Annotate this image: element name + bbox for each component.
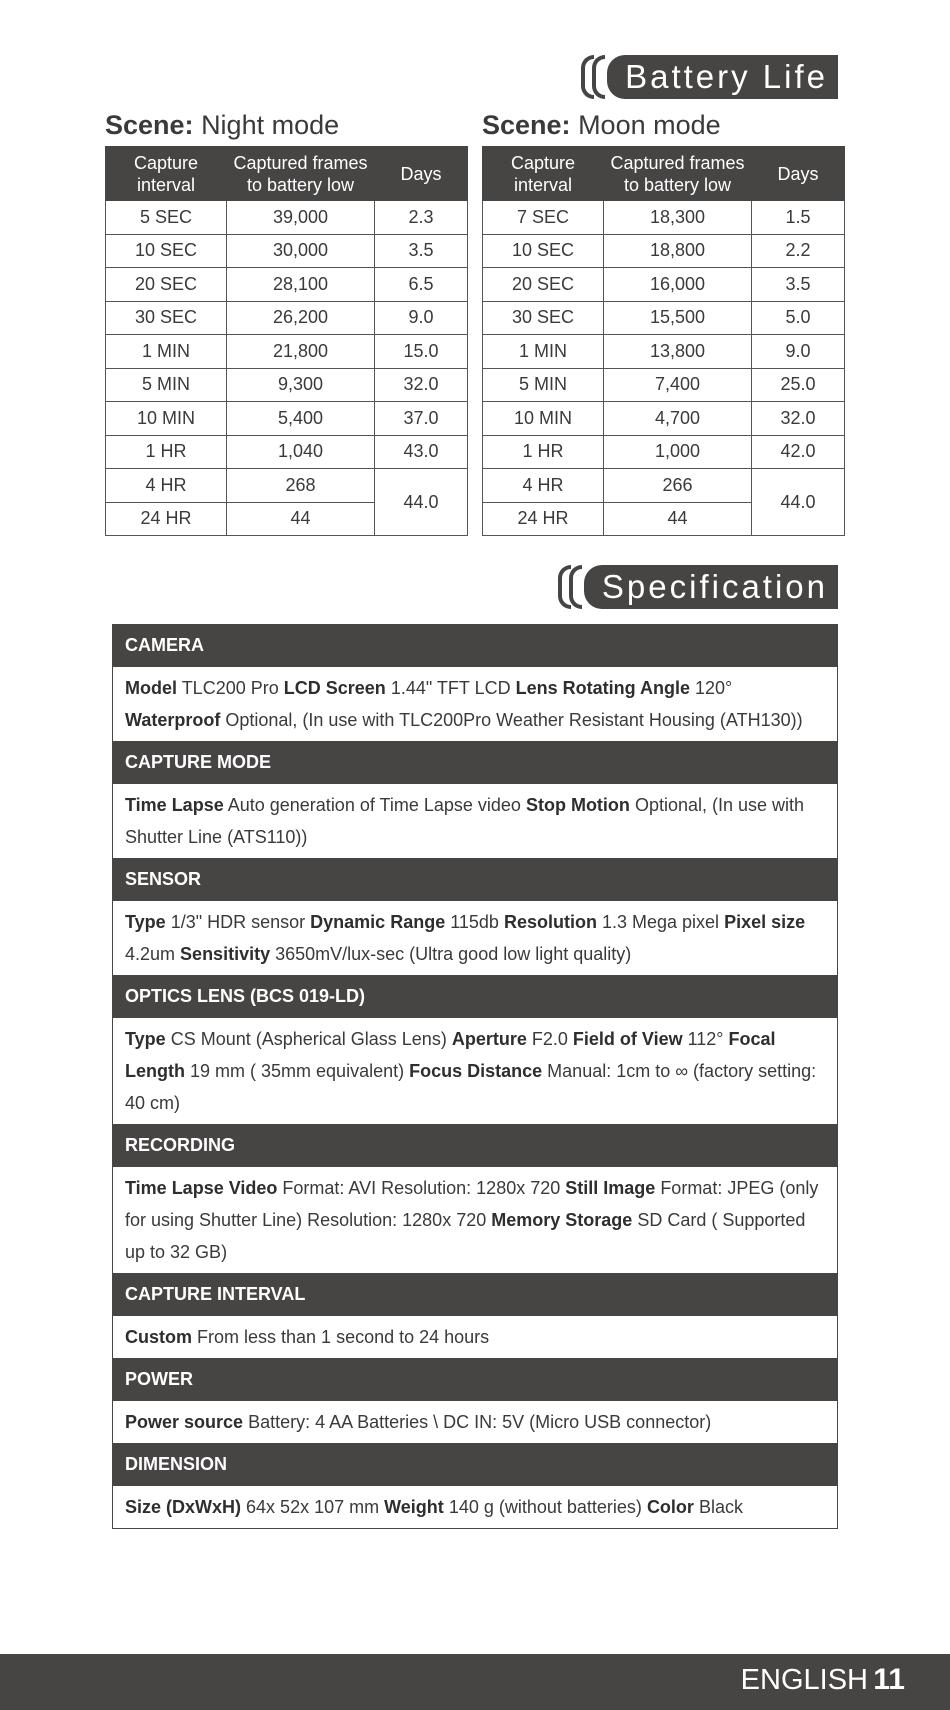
spec-label: Stop Motion xyxy=(525,795,630,815)
spec-value: From less than 1 second to 24 hours xyxy=(197,1327,490,1347)
table-body xyxy=(106,201,468,536)
spec-label: Aperture xyxy=(451,1029,527,1049)
night-mode-table xyxy=(105,146,468,536)
spec-value: 1.44" TFT LCD xyxy=(390,678,511,698)
cell-days: 5.0 xyxy=(752,301,845,335)
table-body xyxy=(483,201,845,536)
spec-value: Format: AVI Resolution: 1280x 720 xyxy=(282,1178,561,1198)
table-row xyxy=(483,234,845,268)
col-header-frames: Captured frames to battery low xyxy=(604,147,752,201)
spec-value: Format: JPEG (only for using Shutter Line) Resolution: 1280x 720 xyxy=(125,1178,819,1230)
cell-interval: 10 MIN xyxy=(106,402,227,436)
cell-frames: 39,000 xyxy=(227,201,375,235)
cell-interval: 30 SEC xyxy=(106,301,227,335)
spec-value: SD Card ( Supported up to 32 GB) xyxy=(125,1210,806,1262)
spec-label: Weight xyxy=(384,1497,444,1517)
cell-frames: 1,000 xyxy=(604,435,752,469)
specification-title: Specification xyxy=(584,565,838,609)
page-number: 11 xyxy=(873,1663,905,1696)
spec-label: Lens Rotating Angle xyxy=(515,678,690,698)
night-scene-title xyxy=(105,110,339,141)
cell-frames: 15,500 xyxy=(604,301,752,335)
spec-section-body xyxy=(113,1167,837,1273)
spec-label: Focus Distance xyxy=(409,1061,543,1081)
spec-section-body xyxy=(113,1401,837,1443)
spec-label: Still Image xyxy=(565,1178,656,1198)
bracket-ornament xyxy=(558,565,580,609)
cell-interval: 5 MIN xyxy=(483,368,604,402)
spec-label: Time Lapse xyxy=(125,795,224,815)
table-row xyxy=(483,335,845,369)
spec-section-body xyxy=(113,784,837,858)
table-row xyxy=(483,402,845,436)
spec-value: 112° xyxy=(687,1029,724,1049)
cell-interval: 7 SEC xyxy=(483,201,604,235)
cell-frames: 9,300 xyxy=(227,368,375,402)
spec-label: Time Lapse Video xyxy=(125,1178,278,1198)
spec-section-header: POWER xyxy=(113,1358,837,1401)
table-row xyxy=(483,469,845,503)
cell-frames: 1,040 xyxy=(227,435,375,469)
cell-frames: 13,800 xyxy=(604,335,752,369)
cell-days: 1.5 xyxy=(752,201,845,235)
spec-value: CS Mount (Aspherical Glass Lens) xyxy=(170,1029,447,1049)
spec-label: Size (DxWxH) xyxy=(125,1497,242,1517)
spec-label: Model xyxy=(125,678,177,698)
spec-value: 1/3" HDR sensor xyxy=(170,912,306,932)
table-row xyxy=(106,234,468,268)
cell-frames: 44 xyxy=(604,502,752,536)
spec-label: Resolution xyxy=(503,912,597,932)
cell-interval: 24 HR xyxy=(106,502,227,536)
specification-table xyxy=(112,624,838,1529)
cell-interval: 4 HR xyxy=(106,469,227,503)
spec-value: Optional, (In use with Shutter Line (ATS110)) xyxy=(125,795,805,847)
cell-frames: 18,800 xyxy=(604,234,752,268)
cell-days: 3.5 xyxy=(752,268,845,302)
cell-days: 32.0 xyxy=(752,402,845,436)
spec-value: 64x 52x 107 mm xyxy=(246,1497,380,1517)
specification-banner xyxy=(558,565,838,609)
spec-label: Type xyxy=(125,1029,166,1049)
cell-days: 44.0 xyxy=(752,469,845,536)
spec-label: Focal Length xyxy=(125,1029,776,1081)
battery-life-banner xyxy=(581,55,838,99)
cell-days: 43.0 xyxy=(375,435,468,469)
scene-name: Night mode xyxy=(201,110,340,140)
spec-value: TLC200 Pro xyxy=(181,678,279,698)
moon-scene-title xyxy=(482,110,721,141)
table-row xyxy=(106,402,468,436)
cell-interval: 4 HR xyxy=(483,469,604,503)
col-header-days: Days xyxy=(375,147,468,201)
table-row xyxy=(106,301,468,335)
cell-frames: 4,700 xyxy=(604,402,752,436)
spec-section-header: SENSOR xyxy=(113,858,837,901)
spec-label: Custom xyxy=(125,1327,192,1347)
table-row xyxy=(106,335,468,369)
cell-interval: 20 SEC xyxy=(483,268,604,302)
cell-frames: 7,400 xyxy=(604,368,752,402)
spec-value: 3650mV/lux-sec (Ultra good low light quality) xyxy=(275,944,632,964)
spec-value: Black xyxy=(698,1497,743,1517)
col-header-interval: Capture interval xyxy=(106,147,227,201)
spec-section-header: RECORDING xyxy=(113,1124,837,1167)
cell-frames: 268 xyxy=(227,469,375,503)
cell-interval: 10 MIN xyxy=(483,402,604,436)
table-row xyxy=(106,201,468,235)
spec-label: Field of View xyxy=(572,1029,683,1049)
spec-label: Sensitivity xyxy=(180,944,271,964)
spec-label: Pixel size xyxy=(724,912,806,932)
spec-section-body xyxy=(113,901,837,975)
footer-language: ENGLISH xyxy=(740,1664,868,1696)
table-row xyxy=(106,469,468,503)
bracket-ornament xyxy=(581,55,603,99)
cell-days: 3.5 xyxy=(375,234,468,268)
cell-days: 2.2 xyxy=(752,234,845,268)
spec-value: F2.0 xyxy=(531,1029,568,1049)
cell-interval: 20 SEC xyxy=(106,268,227,302)
table-row xyxy=(483,368,845,402)
cell-interval: 24 HR xyxy=(483,502,604,536)
spec-value: 115db xyxy=(450,912,499,932)
scene-label: Scene: xyxy=(482,110,571,140)
cell-interval: 1 HR xyxy=(483,435,604,469)
table-row xyxy=(106,368,468,402)
spec-section-header: OPTICS LENS (BCS 019-LD) xyxy=(113,975,837,1018)
cell-days: 2.3 xyxy=(375,201,468,235)
spec-value: Optional, (In use with TLC200Pro Weather Resistant Housing (ATH130)) xyxy=(225,710,803,730)
cell-days: 37.0 xyxy=(375,402,468,436)
spec-section-body xyxy=(113,1486,837,1528)
spec-value: 140 g (without batteries) xyxy=(448,1497,642,1517)
cell-days: 42.0 xyxy=(752,435,845,469)
cell-interval: 10 SEC xyxy=(483,234,604,268)
cell-frames: 266 xyxy=(604,469,752,503)
cell-frames: 28,100 xyxy=(227,268,375,302)
cell-days: 25.0 xyxy=(752,368,845,402)
cell-interval: 5 MIN xyxy=(106,368,227,402)
col-header-interval: Capture interval xyxy=(483,147,604,201)
spec-value: 19 mm ( 35mm equivalent) xyxy=(190,1061,405,1081)
cell-frames: 16,000 xyxy=(604,268,752,302)
cell-interval: 30 SEC xyxy=(483,301,604,335)
table-row xyxy=(483,268,845,302)
cell-interval: 1 HR xyxy=(106,435,227,469)
spec-value: 120° xyxy=(694,678,733,698)
battery-life-title: Battery Life xyxy=(607,55,838,99)
table-row xyxy=(483,435,845,469)
col-header-frames: Captured frames to battery low xyxy=(227,147,375,201)
cell-interval: 1 MIN xyxy=(483,335,604,369)
cell-interval: 1 MIN xyxy=(106,335,227,369)
spec-value: 4.2um xyxy=(125,944,176,964)
spec-label: LCD Screen xyxy=(283,678,386,698)
spec-label: Memory Storage xyxy=(491,1210,633,1230)
moon-mode-table xyxy=(482,146,845,536)
spec-section-header: DIMENSION xyxy=(113,1443,837,1486)
cell-days: 9.0 xyxy=(752,335,845,369)
spec-label: Waterproof xyxy=(125,710,221,730)
table-row xyxy=(106,268,468,302)
page-footer xyxy=(0,1654,950,1710)
cell-days: 6.5 xyxy=(375,268,468,302)
spec-section-body xyxy=(113,1316,837,1358)
cell-interval: 10 SEC xyxy=(106,234,227,268)
cell-frames: 21,800 xyxy=(227,335,375,369)
table-row xyxy=(483,301,845,335)
cell-frames: 44 xyxy=(227,502,375,536)
cell-days: 15.0 xyxy=(375,335,468,369)
spec-label: Dynamic Range xyxy=(310,912,446,932)
cell-days: 32.0 xyxy=(375,368,468,402)
spec-section-header: CAMERA xyxy=(113,624,837,667)
spec-section-header: CAPTURE INTERVAL xyxy=(113,1273,837,1316)
cell-interval: 5 SEC xyxy=(106,201,227,235)
spec-label: Type xyxy=(125,912,166,932)
scene-name: Moon mode xyxy=(578,110,721,140)
table-header-row xyxy=(106,147,468,201)
spec-section-body xyxy=(113,1018,837,1124)
cell-frames: 18,300 xyxy=(604,201,752,235)
table-header-row xyxy=(483,147,845,201)
cell-days: 9.0 xyxy=(375,301,468,335)
spec-label: Power source xyxy=(125,1412,244,1432)
spec-value: Auto generation of Time Lapse video xyxy=(227,795,521,815)
cell-days: 44.0 xyxy=(375,469,468,536)
col-header-days: Days xyxy=(752,147,845,201)
table-row xyxy=(483,201,845,235)
cell-frames: 30,000 xyxy=(227,234,375,268)
spec-value: 1.3 Mega pixel xyxy=(601,912,720,932)
spec-section-body xyxy=(113,667,837,741)
spec-label: Color xyxy=(646,1497,694,1517)
cell-frames: 26,200 xyxy=(227,301,375,335)
spec-section-header: CAPTURE MODE xyxy=(113,741,837,784)
table-row xyxy=(106,435,468,469)
scene-label: Scene: xyxy=(105,110,194,140)
spec-value: Battery: 4 AA Batteries \ DC IN: 5V (Micro USB connector) xyxy=(248,1412,712,1432)
spec-value: Manual: 1cm to ∞ (factory setting: 40 cm) xyxy=(125,1061,817,1113)
cell-frames: 5,400 xyxy=(227,402,375,436)
